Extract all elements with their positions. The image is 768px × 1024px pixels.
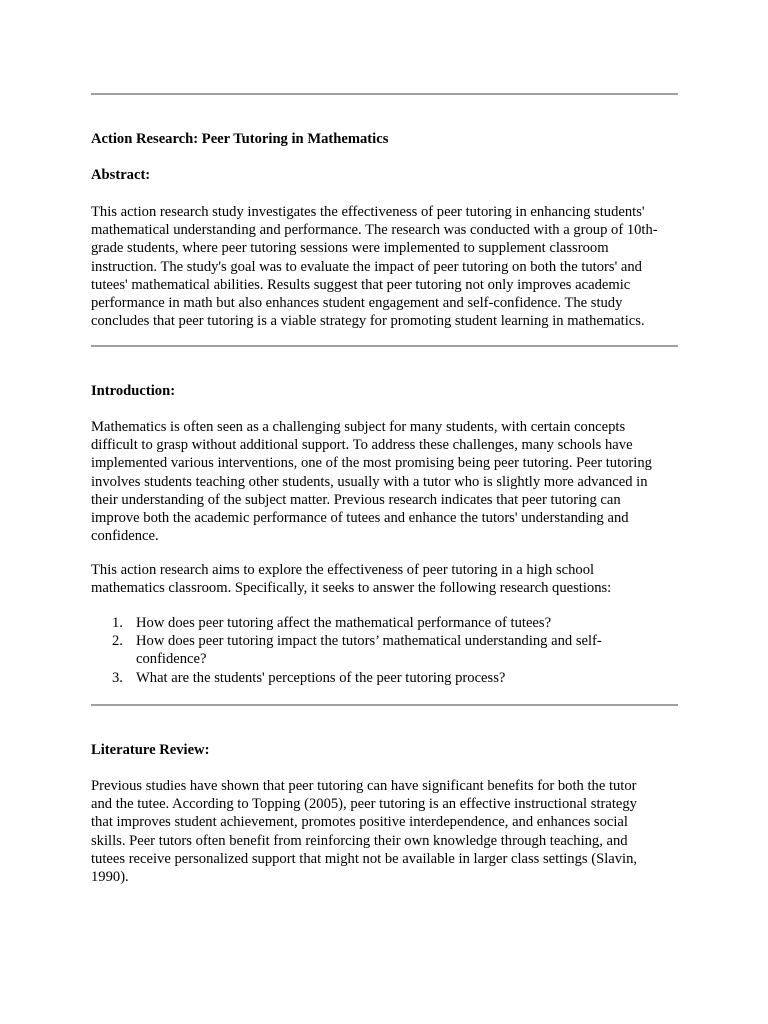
list-number: 3. [112, 669, 123, 686]
list-number: 2. [112, 633, 123, 650]
abstract-line: mathematical understanding and performance. The research was conducted with a group of 10th- [91, 222, 658, 239]
literature-line: skills. Peer tutors often benefit from reinforcing their own knowledge through teaching, and [91, 832, 628, 849]
introduction-heading: Introduction: [91, 383, 176, 399]
list-item [91, 669, 681, 687]
introduction-line: implemented various interventions, one of the most promising being peer tutoring. Peer tutoring [91, 455, 652, 472]
list-number: 1. [112, 615, 123, 631]
research-questions-list [91, 614, 681, 687]
introduction-line: involves students teaching other students, usually with a tutor who is slightly more advanced in [91, 473, 648, 490]
literature-line: and the tutee. According to Topping (2005), peer tutoring is an effective instructional strategy [91, 796, 637, 813]
literature-line: Previous studies have shown that peer tutoring can have significant benefits for both the tutor [91, 778, 637, 794]
introduction-paragraph-2 [91, 561, 681, 597]
list-item [91, 632, 681, 668]
question-line: How does peer tutoring impact the tutors’ mathematical understanding and self- [136, 633, 602, 650]
abstract-line: tutees' mathematical abilities. Results suggest that peer tutoring not only improves academic [91, 276, 631, 293]
question-line: confidence? [136, 651, 207, 668]
introduction-line: Mathematics is often seen as a challenging subject for many students, with certain concepts [91, 419, 626, 435]
horizontal-rule-after-abstract [91, 345, 678, 347]
abstract-line: instruction. The study's goal was to evaluate the impact of peer tutoring on both the tutors' and [91, 258, 642, 275]
abstract-paragraph [91, 203, 681, 330]
literature-line: tutees receive personalized support that might not be available in larger class settings (Slavin, [91, 850, 638, 867]
document-title: Action Research: Peer Tutoring in Mathematics [91, 131, 389, 147]
introduction-line: mathematics classroom. Specifically, it seeks to answer the following research questions: [91, 580, 612, 597]
literature-line: 1990). [91, 869, 129, 886]
question-line: What are the students' perceptions of the peer tutoring process? [136, 669, 506, 686]
introduction-line: their understanding of the subject matter. Previous research indicates that peer tutoring can [91, 491, 621, 508]
introduction-line: improve both the academic performance of tutees and enhance the tutors' understanding and [91, 510, 629, 527]
introduction-line: confidence. [91, 528, 159, 545]
literature-line: that improves student achievement, promotes positive interdependence, and enhances social [91, 814, 628, 831]
abstract-line: performance in math but also enhances student engagement and self-confidence. The study [91, 295, 623, 312]
abstract-line: This action research study investigates the effectiveness of peer tutoring in enhancing students' [91, 204, 645, 220]
question-line: How does peer tutoring affect the mathematical performance of tutees? [136, 615, 552, 631]
abstract-heading: Abstract: [91, 167, 151, 183]
introduction-line: difficult to grasp without additional support. To address these challenges, many schools have [91, 437, 633, 454]
horizontal-rule-after-introduction [91, 704, 678, 706]
literature-review-heading: Literature Review: [91, 742, 210, 758]
introduction-paragraph-1 [91, 418, 681, 545]
list-item [91, 614, 681, 632]
horizontal-rule-top [91, 93, 678, 95]
abstract-line: grade students, where peer tutoring sessions were implemented to supplement classroom [91, 240, 609, 257]
literature-review-paragraph [91, 777, 681, 886]
introduction-line: This action research aims to explore the effectiveness of peer tutoring in a high school [91, 562, 595, 578]
abstract-line: concludes that peer tutoring is a viable strategy for promoting student learning in mathematics. [91, 313, 645, 330]
